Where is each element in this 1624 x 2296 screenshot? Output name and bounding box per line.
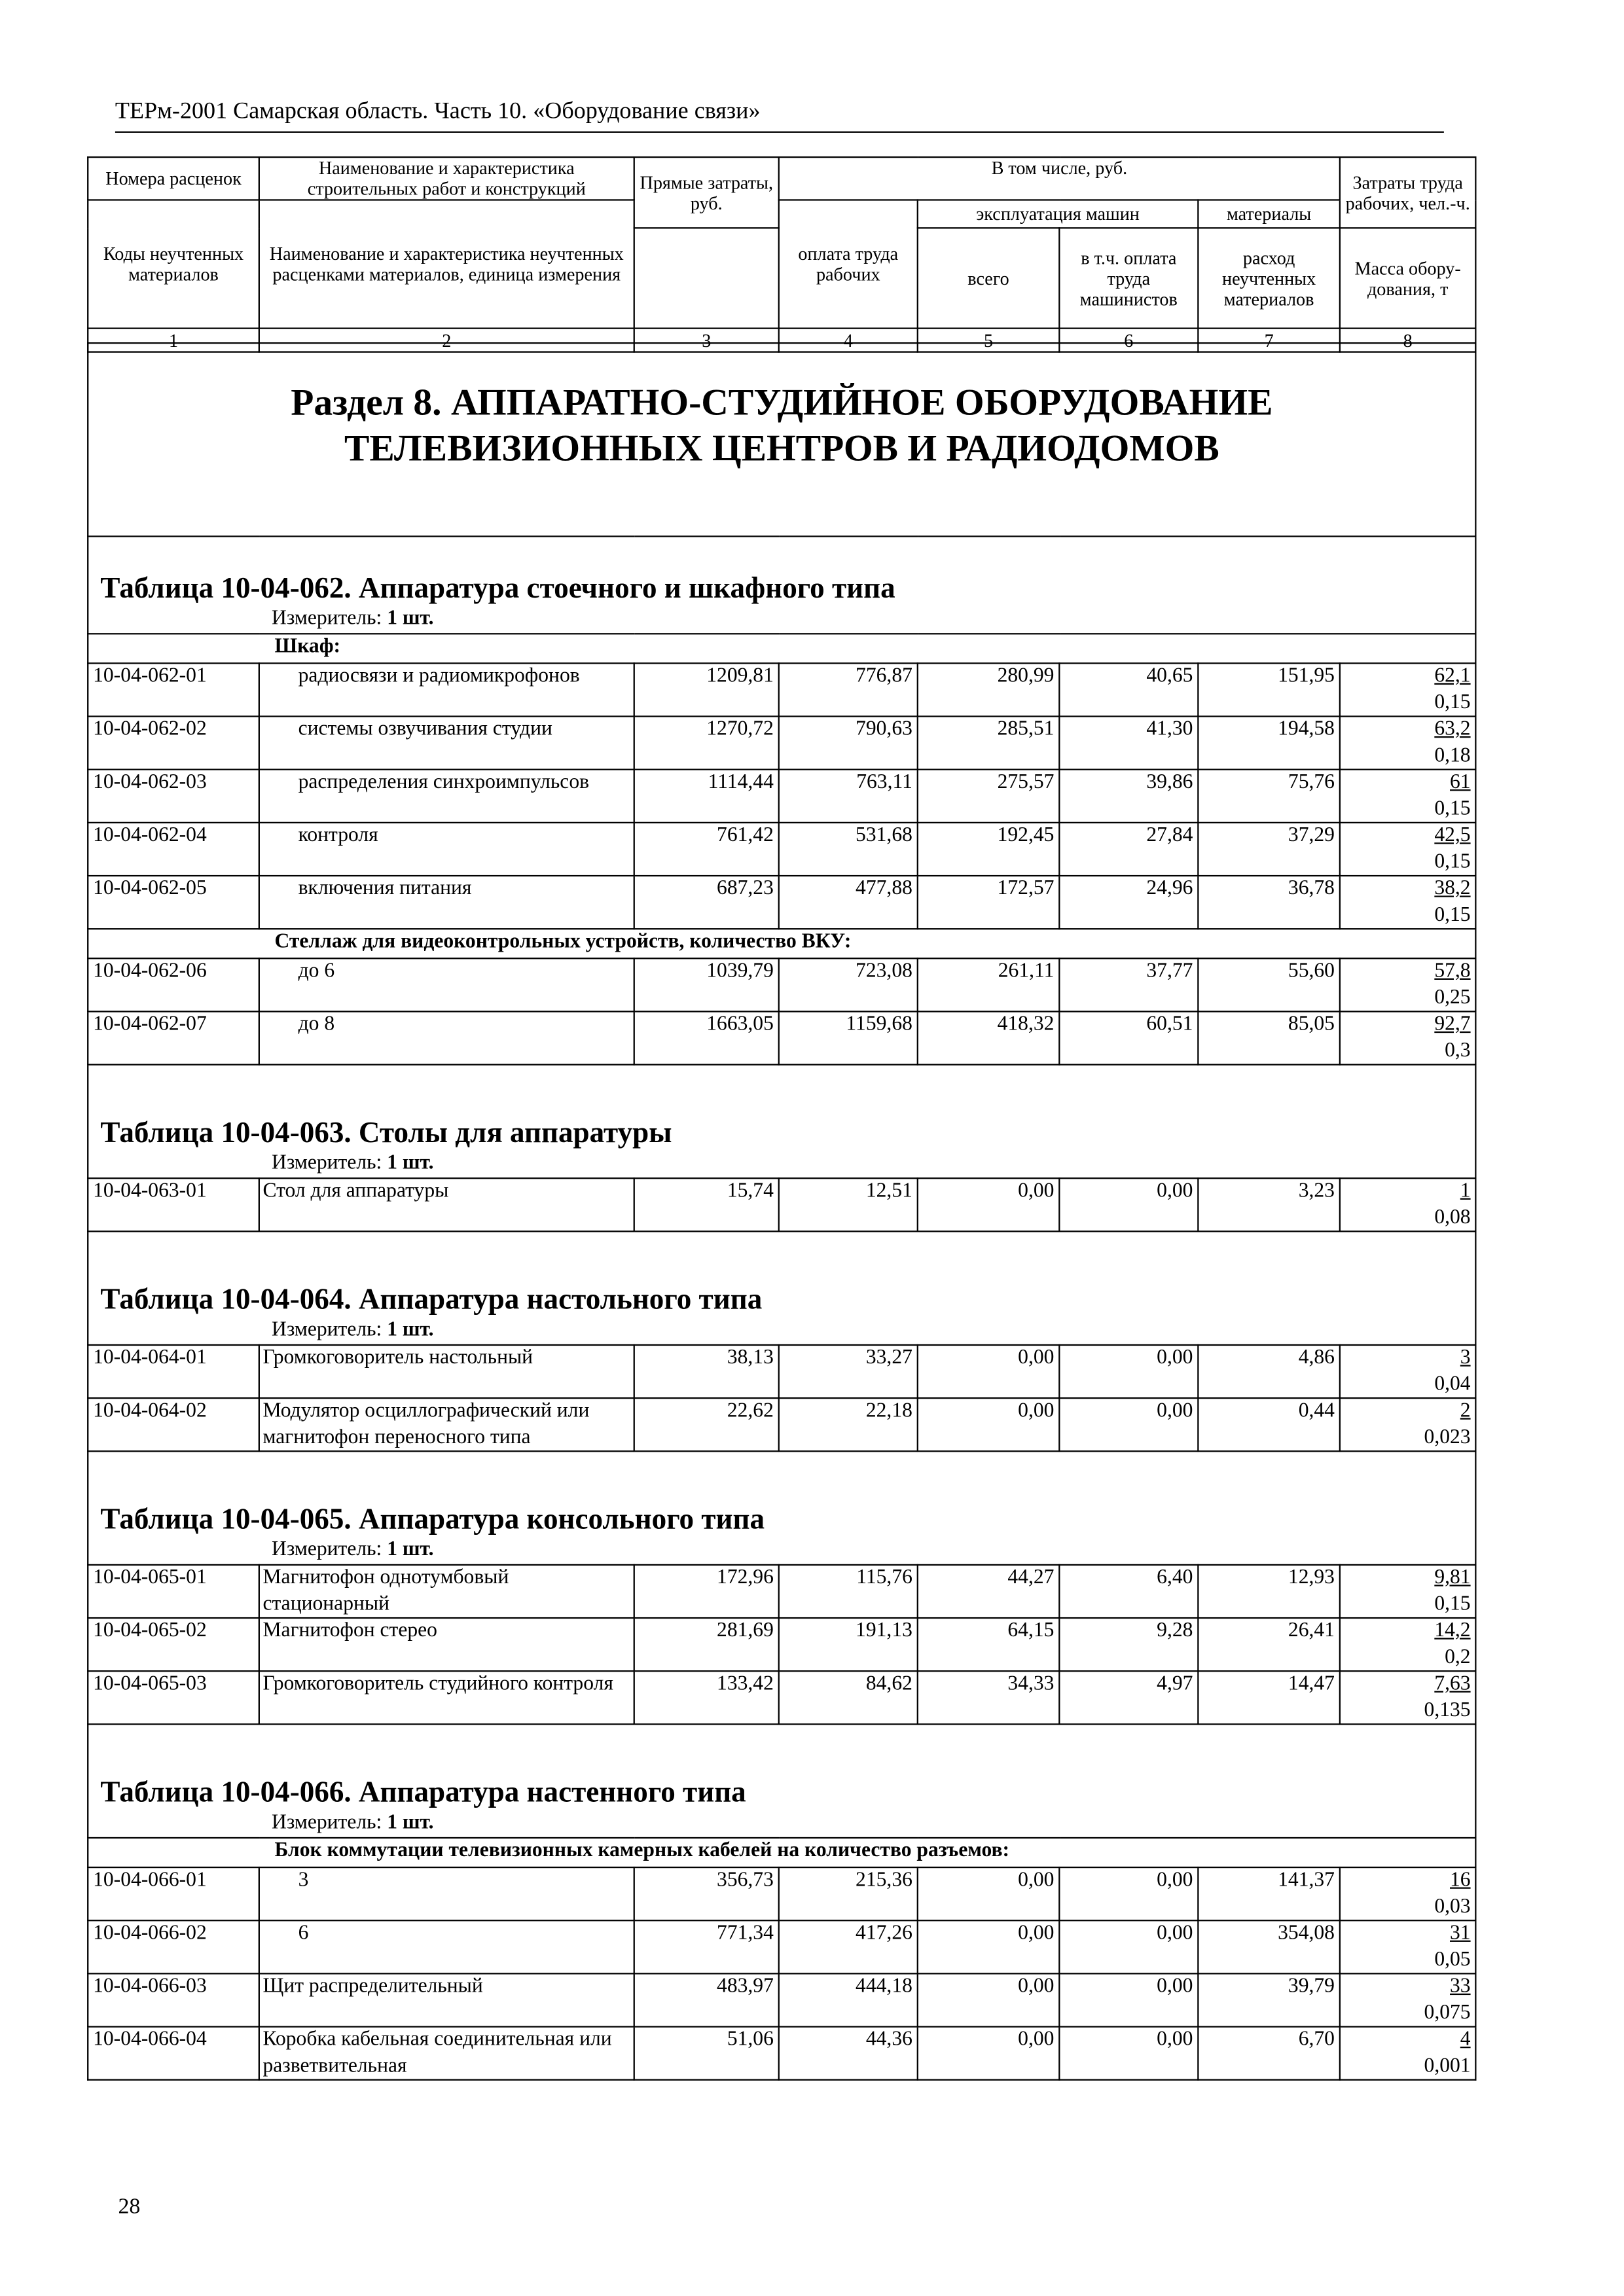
cell-machine-costs: 418,32 xyxy=(918,1011,1060,1064)
labor-costs-value: 31 xyxy=(1450,1922,1471,1945)
table-row xyxy=(88,1618,1475,1671)
cell-machinists-wages: 4,97 xyxy=(1059,1671,1198,1724)
cell-direct-costs: 771,34 xyxy=(634,1920,779,1973)
cell-labor-mass xyxy=(1340,1178,1476,1231)
equipment-mass-value: 0,25 xyxy=(1434,986,1471,1009)
cell-wages: 191,13 xyxy=(779,1618,918,1671)
measure-label: Измеритель: xyxy=(272,1319,382,1342)
cell-machinists-wages: 24,96 xyxy=(1059,876,1198,929)
cell-labor-mass xyxy=(1340,1973,1476,2026)
table-row xyxy=(88,1345,1475,1398)
measure-value: 1 шт. xyxy=(387,1812,434,1835)
rate-name: Громкоговоритель настольный xyxy=(259,1345,634,1398)
cell-direct-costs: 22,62 xyxy=(634,1398,779,1451)
equipment-mass-value: 0,15 xyxy=(1434,1592,1471,1615)
table-row xyxy=(88,2027,1475,2080)
cell-machinists-wages: 0,00 xyxy=(1059,1345,1198,1398)
cell-materials: 14,47 xyxy=(1198,1671,1340,1724)
rate-code: 10-04-064-01 xyxy=(88,1345,259,1398)
cell-labor-mass xyxy=(1340,1618,1476,1671)
rate-code: 10-04-066-04 xyxy=(88,2027,259,2080)
table-title-row xyxy=(88,1451,1475,1565)
cell-machinists-wages: 60,51 xyxy=(1059,1011,1198,1064)
table-title-row xyxy=(88,537,1475,634)
table-title-cell xyxy=(88,537,1475,634)
rate-code: 10-04-064-02 xyxy=(88,1398,259,1451)
group-label: Блок коммутации телевизионных камерных кабелей на количество разъемов: xyxy=(88,1838,1475,1867)
cell-materials: 151,95 xyxy=(1198,663,1340,716)
cell-materials: 194,58 xyxy=(1198,717,1340,770)
table-title-cell xyxy=(88,1065,1475,1179)
table-title: Таблица 10-04-065. Аппаратура консольного типа xyxy=(100,1503,765,1536)
cell-direct-costs: 1663,05 xyxy=(634,1011,779,1064)
cell-machinists-wages: 39,86 xyxy=(1059,770,1198,823)
table-row xyxy=(88,717,1475,770)
cell-labor-mass xyxy=(1340,770,1476,823)
section-title-line: Раздел 8. АППАРАТНО-СТУДИЙНОЕ ОБОРУДОВАНИЕ xyxy=(291,380,1273,424)
cell-materials: 3,23 xyxy=(1198,1178,1340,1231)
equipment-mass-value: 0,15 xyxy=(1434,850,1471,873)
cell-labor-mass xyxy=(1340,1867,1476,1920)
table-column-header xyxy=(87,156,1476,353)
header-direct-costs: Прямые затраты, руб. xyxy=(634,157,779,228)
measure-unit xyxy=(100,1318,1470,1344)
cell-machinists-wages: 0,00 xyxy=(1059,1178,1198,1231)
table-title-cell xyxy=(88,1231,1475,1345)
equipment-mass-value: 0,001 xyxy=(1424,2054,1471,2077)
col-number: 7 xyxy=(1198,329,1340,352)
cell-direct-costs: 1270,72 xyxy=(634,717,779,770)
equipment-mass-value: 0,023 xyxy=(1424,1426,1471,1448)
rate-name: контроля xyxy=(259,823,634,876)
cell-labor-mass xyxy=(1340,958,1476,1011)
cell-materials: 36,78 xyxy=(1198,876,1340,929)
col-number: 5 xyxy=(918,329,1060,352)
labor-costs-value: 57,8 xyxy=(1434,960,1471,983)
cell-machine-costs: 0,00 xyxy=(918,1398,1060,1451)
measure-label: Измеритель: xyxy=(272,1152,382,1175)
measure-value: 1 шт. xyxy=(387,1152,434,1175)
cell-materials: 12,93 xyxy=(1198,1565,1340,1618)
section-title xyxy=(88,343,1475,536)
header-labor-costs: Затраты труда рабочих, чел.-ч. xyxy=(1340,157,1476,228)
cell-wages: 444,18 xyxy=(779,1973,918,2026)
cell-materials: 354,08 xyxy=(1198,1920,1340,1973)
group-row xyxy=(88,634,1475,663)
running-header: ТЕРм-2001 Самарская область. Часть 10. «Оборудование связи» xyxy=(115,98,1444,133)
labor-costs-value: 7,63 xyxy=(1434,1673,1471,1696)
cell-machinists-wages: 0,00 xyxy=(1059,1973,1198,2026)
cell-labor-mass xyxy=(1340,1345,1476,1398)
header-wages: оплата труда рабочих xyxy=(779,200,918,328)
group-label: Шкаф: xyxy=(88,634,1475,663)
rate-name: до 6 xyxy=(259,958,634,1011)
cell-direct-costs: 38,13 xyxy=(634,1345,779,1398)
rate-code: 10-04-065-01 xyxy=(88,1565,259,1618)
group-row xyxy=(88,929,1475,958)
table-row xyxy=(88,1565,1475,1618)
cell-wages: 531,68 xyxy=(779,823,918,876)
cell-direct-costs: 483,97 xyxy=(634,1973,779,2026)
cell-machine-costs: 172,57 xyxy=(918,876,1060,929)
cell-machinists-wages: 0,00 xyxy=(1059,2027,1198,2080)
cell-machine-costs: 280,99 xyxy=(918,663,1060,716)
section-title-row xyxy=(88,343,1475,536)
rate-name: Громкоговоритель студийного контроля xyxy=(259,1671,634,1724)
col-number: 8 xyxy=(1340,329,1476,352)
page-number: 28 xyxy=(118,2195,141,2219)
table-title: Таблица 10-04-062. Аппаратура стоечного и шкафного типа xyxy=(100,572,895,605)
equipment-mass-value: 0,15 xyxy=(1434,691,1471,714)
cell-wages: 790,63 xyxy=(779,717,918,770)
cell-machine-costs: 0,00 xyxy=(918,1867,1060,1920)
rate-name: распределения синхроимпульсов xyxy=(259,770,634,823)
cell-direct-costs: 761,42 xyxy=(634,823,779,876)
cell-machine-costs: 275,57 xyxy=(918,770,1060,823)
cell-wages: 417,26 xyxy=(779,1920,918,1973)
cell-wages: 115,76 xyxy=(779,1565,918,1618)
cell-machine-costs: 0,00 xyxy=(918,1345,1060,1398)
table-row xyxy=(88,1178,1475,1231)
cell-machinists-wages: 0,00 xyxy=(1059,1867,1198,1920)
cell-machine-costs: 261,11 xyxy=(918,958,1060,1011)
cell-machinists-wages: 37,77 xyxy=(1059,958,1198,1011)
cell-machinists-wages: 0,00 xyxy=(1059,1398,1198,1451)
cell-direct-costs: 172,96 xyxy=(634,1565,779,1618)
rate-name: Коробка кабельная соединительная или разветвительная xyxy=(259,2027,634,2080)
cell-materials: 85,05 xyxy=(1198,1011,1340,1064)
measure-label: Измеритель: xyxy=(272,1539,382,1562)
rate-code: 10-04-062-02 xyxy=(88,717,259,770)
labor-costs-value: 4 xyxy=(1460,2028,1471,2051)
table-title-row xyxy=(88,1724,1475,1838)
rate-name: радиосвязи и радиомикрофонов xyxy=(259,663,634,716)
cell-machine-costs: 285,51 xyxy=(918,717,1060,770)
cell-labor-mass xyxy=(1340,1398,1476,1451)
measure-value: 1 шт. xyxy=(387,1319,434,1342)
labor-costs-value: 16 xyxy=(1450,1869,1471,1892)
cell-wages: 776,87 xyxy=(779,663,918,716)
table-row xyxy=(88,1973,1475,2026)
cell-machine-costs: 0,00 xyxy=(918,1178,1060,1231)
labor-costs-value: 33 xyxy=(1450,1975,1471,1998)
cell-labor-mass xyxy=(1340,663,1476,716)
header-total: всего xyxy=(918,228,1060,328)
labor-costs-value: 42,5 xyxy=(1434,825,1471,848)
cell-machine-costs: 192,45 xyxy=(918,823,1060,876)
rate-name: Модулятор осциллографический или магнитофон переносного типа xyxy=(259,1398,634,1451)
rate-name: 3 xyxy=(259,1867,634,1920)
rates-table xyxy=(87,342,1477,2081)
cell-materials: 141,37 xyxy=(1198,1867,1340,1920)
equipment-mass-value: 0,15 xyxy=(1434,903,1471,926)
table-row xyxy=(88,958,1475,1011)
labor-costs-value: 3 xyxy=(1460,1347,1471,1370)
rate-code: 10-04-062-06 xyxy=(88,958,259,1011)
measure-value: 1 шт. xyxy=(387,607,434,630)
cell-labor-mass xyxy=(1340,1011,1476,1064)
cell-wages: 477,88 xyxy=(779,876,918,929)
cell-materials: 26,41 xyxy=(1198,1618,1340,1671)
header-materials: материалы xyxy=(1198,200,1340,228)
table-row xyxy=(88,823,1475,876)
equipment-mass-value: 0,04 xyxy=(1434,1372,1471,1395)
rate-name: системы озвучивания студии xyxy=(259,717,634,770)
cell-machinists-wages: 27,84 xyxy=(1059,823,1198,876)
header-equipment-mass: Масса обору- дования, т xyxy=(1340,228,1476,328)
table-title: Таблица 10-04-064. Аппаратура настольного типа xyxy=(100,1283,763,1317)
cell-wages: 44,36 xyxy=(779,2027,918,2080)
table-title-row xyxy=(88,1231,1475,1345)
cell-machinists-wages: 6,40 xyxy=(1059,1565,1198,1618)
equipment-mass-value: 0,3 xyxy=(1445,1039,1471,1062)
labor-costs-value: 62,1 xyxy=(1434,665,1471,688)
labor-costs-value: 38,2 xyxy=(1434,878,1471,901)
table-row xyxy=(88,770,1475,823)
rate-code: 10-04-066-03 xyxy=(88,1973,259,2026)
header-codes-unaccounted: Коды неучтенных материалов xyxy=(88,200,259,328)
table-row xyxy=(88,663,1475,716)
header-including: В том числе, руб. xyxy=(779,157,1340,200)
cell-labor-mass xyxy=(1340,1920,1476,1973)
rate-name: Магнитофон стерео xyxy=(259,1618,634,1671)
equipment-mass-value: 0,08 xyxy=(1434,1206,1471,1229)
equipment-mass-value: 0,18 xyxy=(1434,744,1471,767)
rate-code: 10-04-062-03 xyxy=(88,770,259,823)
cell-direct-costs: 281,69 xyxy=(634,1618,779,1671)
cell-wages: 12,51 xyxy=(779,1178,918,1231)
rate-name: Магнитофон однотумбовый стационарный xyxy=(259,1565,634,1618)
cell-direct-costs: 1039,79 xyxy=(634,958,779,1011)
rate-name: включения питания xyxy=(259,876,634,929)
measure-label: Измеритель: xyxy=(272,1812,382,1835)
equipment-mass-value: 0,2 xyxy=(1445,1645,1471,1668)
cell-machine-costs: 0,00 xyxy=(918,1920,1060,1973)
cell-direct-costs: 51,06 xyxy=(634,2027,779,2080)
header-direct-costs-cont xyxy=(634,228,779,328)
equipment-mass-value: 0,075 xyxy=(1424,2001,1471,2024)
header-unaccounted-materials: расход неучтенных материалов xyxy=(1198,228,1340,328)
cell-labor-mass xyxy=(1340,1565,1476,1618)
table-row xyxy=(88,1920,1475,1973)
col-number: 4 xyxy=(779,329,918,352)
rate-name: Щит распределительный xyxy=(259,1973,634,2026)
equipment-mass-value: 0,03 xyxy=(1434,1895,1471,1918)
measure-unit xyxy=(100,1537,1470,1564)
equipment-mass-value: 0,15 xyxy=(1434,797,1471,820)
cell-wages: 22,18 xyxy=(779,1398,918,1451)
rate-name: Стол для аппаратуры xyxy=(259,1178,634,1231)
group-label: Стеллаж для видеоконтрольных устройств, количество ВКУ: xyxy=(88,929,1475,958)
table-row xyxy=(88,1671,1475,1724)
measure-unit xyxy=(100,607,1470,634)
cell-wages: 723,08 xyxy=(779,958,918,1011)
section-title-line: ТЕЛЕВИЗИОННЫХ ЦЕНТРОВ И РАДИОДОМОВ xyxy=(344,426,1219,469)
labor-costs-value: 92,7 xyxy=(1434,1013,1471,1036)
cell-wages: 84,62 xyxy=(779,1671,918,1724)
cell-machinists-wages: 9,28 xyxy=(1059,1618,1198,1671)
col-number: 3 xyxy=(634,329,779,352)
rate-code: 10-04-065-03 xyxy=(88,1671,259,1724)
rate-code: 10-04-065-02 xyxy=(88,1618,259,1671)
cell-machine-costs: 34,33 xyxy=(918,1671,1060,1724)
rate-code: 10-04-063-01 xyxy=(88,1178,259,1231)
measure-label: Измеритель: xyxy=(272,607,382,630)
rate-name: до 8 xyxy=(259,1011,634,1064)
cell-labor-mass xyxy=(1340,876,1476,929)
cell-direct-costs: 1209,81 xyxy=(634,663,779,716)
cell-direct-costs: 1114,44 xyxy=(634,770,779,823)
labor-costs-value: 61 xyxy=(1450,772,1471,794)
cell-wages: 1159,68 xyxy=(779,1011,918,1064)
rate-code: 10-04-062-04 xyxy=(88,823,259,876)
cell-materials: 6,70 xyxy=(1198,2027,1340,2080)
cell-machinists-wages: 41,30 xyxy=(1059,717,1198,770)
col-number: 2 xyxy=(259,329,634,352)
rate-code: 10-04-062-01 xyxy=(88,663,259,716)
labor-costs-value: 14,2 xyxy=(1434,1620,1471,1643)
measure-value: 1 шт. xyxy=(387,1539,434,1562)
cell-machinists-wages: 40,65 xyxy=(1059,663,1198,716)
table-title: Таблица 10-04-063. Столы для аппаратуры xyxy=(100,1117,672,1150)
cell-materials: 39,79 xyxy=(1198,1973,1340,2026)
cell-direct-costs: 356,73 xyxy=(634,1867,779,1920)
cell-machine-costs: 0,00 xyxy=(918,2027,1060,2080)
col-number: 1 xyxy=(88,329,259,352)
header-incl-machinists: в т.ч. оплата труда машинистов xyxy=(1059,228,1198,328)
rate-code: 10-04-062-05 xyxy=(88,876,259,929)
labor-costs-value: 2 xyxy=(1460,1400,1471,1423)
cell-wages: 33,27 xyxy=(779,1345,918,1398)
cell-labor-mass xyxy=(1340,1671,1476,1724)
cell-machine-costs: 64,15 xyxy=(918,1618,1060,1671)
header-numbers-of-rates: Номера расценок xyxy=(88,157,259,200)
cell-wages: 763,11 xyxy=(779,770,918,823)
measure-unit xyxy=(100,1810,1470,1837)
cell-materials: 75,76 xyxy=(1198,770,1340,823)
rate-code: 10-04-066-01 xyxy=(88,1867,259,1920)
cell-labor-mass xyxy=(1340,717,1476,770)
equipment-mass-value: 0,135 xyxy=(1424,1699,1471,1721)
cell-materials: 55,60 xyxy=(1198,958,1340,1011)
rate-code: 10-04-066-02 xyxy=(88,1920,259,1973)
header-machine-operation: эксплуатация машин xyxy=(918,200,1199,228)
cell-machinists-wages: 0,00 xyxy=(1059,1920,1198,1973)
cell-materials: 4,86 xyxy=(1198,1345,1340,1398)
cell-materials: 37,29 xyxy=(1198,823,1340,876)
cell-direct-costs: 15,74 xyxy=(634,1178,779,1231)
table-row xyxy=(88,876,1475,929)
cell-wages: 215,36 xyxy=(779,1867,918,1920)
cell-machine-costs: 44,27 xyxy=(918,1565,1060,1618)
equipment-mass-value: 0,05 xyxy=(1434,1948,1471,1971)
table-row xyxy=(88,1398,1475,1451)
header-name-materials: Наименование и характеристика неучтенных расценками материалов, единица измерения xyxy=(259,200,634,328)
cell-materials: 0,44 xyxy=(1198,1398,1340,1451)
cell-direct-costs: 133,42 xyxy=(634,1671,779,1724)
table-title-row xyxy=(88,1065,1475,1179)
group-row xyxy=(88,1838,1475,1867)
header-name-works: Наименование и характеристика строительных работ и конструкций xyxy=(259,157,634,200)
table-row xyxy=(88,1867,1475,1920)
cell-labor-mass xyxy=(1340,823,1476,876)
cell-labor-mass xyxy=(1340,2027,1476,2080)
labor-costs-value: 9,81 xyxy=(1434,1567,1471,1590)
measure-unit xyxy=(100,1151,1470,1178)
cell-machine-costs: 0,00 xyxy=(918,1973,1060,2026)
rate-code: 10-04-062-07 xyxy=(88,1011,259,1064)
table-title-cell xyxy=(88,1724,1475,1838)
labor-costs-value: 63,2 xyxy=(1434,718,1471,741)
table-row xyxy=(88,1011,1475,1064)
labor-costs-value: 1 xyxy=(1460,1180,1471,1203)
rate-name: 6 xyxy=(259,1920,634,1973)
table-title-cell xyxy=(88,1451,1475,1565)
table-title: Таблица 10-04-066. Аппаратура настенного типа xyxy=(100,1776,746,1810)
col-number: 6 xyxy=(1059,329,1198,352)
cell-direct-costs: 687,23 xyxy=(634,876,779,929)
